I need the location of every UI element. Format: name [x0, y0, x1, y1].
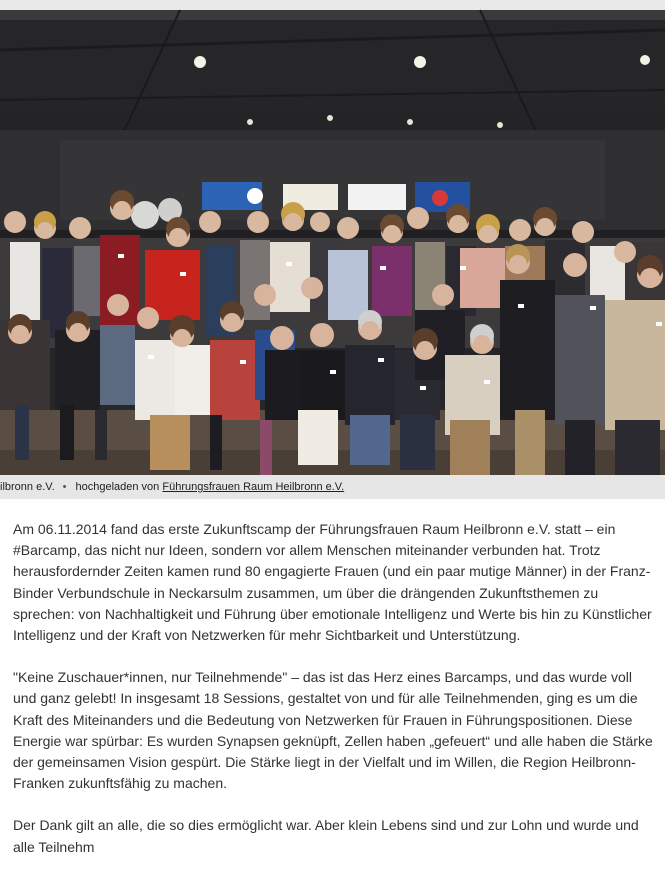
article-paragraph: Der Dank gilt an alle, die so dies ermöglicht war. Aber klein Lebens sind und zur Lohn und wurde und alle Teilnehm: [13, 817, 639, 855]
photo-source-text: ilbronn e.V.: [0, 481, 55, 493]
crowd: [0, 190, 665, 475]
caption-separator: •: [62, 481, 67, 493]
photo-caption-bar: [0, 475, 665, 499]
article-body: [13, 519, 653, 879]
article-paragraph: Am 06.11.2014 fand das erste Zukunftscamp der Führungsfrauen Raum Heilbronn e.V. statt – ein #Barcamp, das nicht nur Ideen, sondern vor allem Menschen miteinander verbunden hat. Trotz herausfordernder Zeiten kamen rund 80 engagierte Frauen (und ein paar mutige Männer) in der Franz-Binder Verbundschule in Neckarsulm zusammen, um über die drängenden Zukunftsthemen zu sprechen: von Nachhaltigkeit und Führung über emotionale Intelligenz und Werte bis hin zu Künstlicher Intelligenz und der Kraft von Netzwerken für mehr Sichtbarkeit und Unterstützung.: [13, 521, 652, 644]
group-photo-illustration: [0, 10, 665, 475]
uploaded-by-label: hochgeladen von: [75, 481, 160, 493]
top-strip: [0, 0, 665, 10]
article-photo[interactable]: [0, 10, 665, 475]
uploader-link[interactable]: Führungsfrauen Raum Heilbronn e.V.: [162, 481, 345, 493]
article-paragraph: "Keine Zuschauer*innen, nur Teilnehmende" – das ist das Herz eines Barcamps, und das wurde voll und ganz gelebt! In insgesamt 18 Sessions, gestaltet von und für alle Teilnehmenden, ging es um die Kraft des Miteinanders und die Bedeutung von Netzwerken für Frauen in Führungspositionen. Diese Energie war spürbar: Es wurden Synapsen geknüpft, Zellen haben „gefeuert“ und alle haben die Stärke der gemeinsamen Vision gespürt. Die Stärke liegt in der Vielfalt und im Willen, die Region Heilbronn-Franken zukunftsfähig zu machen.: [13, 669, 653, 792]
